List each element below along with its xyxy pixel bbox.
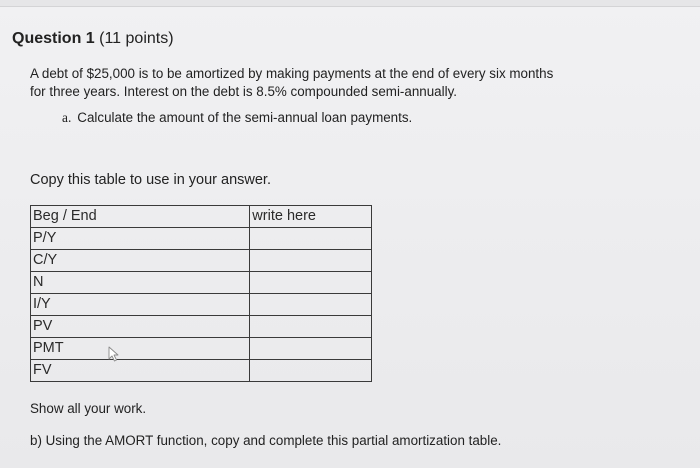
top-divider [0, 0, 700, 7]
show-work-note: Show all your work. [30, 401, 147, 416]
table-row [31, 206, 372, 228]
table-row-label: I/Y [31, 294, 250, 316]
table-row-value[interactable] [250, 228, 372, 250]
table-row [31, 338, 372, 360]
table-row-label: N [31, 272, 250, 294]
table-row-value[interactable] [250, 360, 372, 382]
table-row-value[interactable] [250, 250, 372, 272]
question-title [12, 30, 174, 48]
part-a-text: Calculate the amount of the semi-annual loan payments. [77, 110, 413, 125]
table-row-value[interactable] [250, 272, 372, 294]
table-row-value[interactable]: write here [250, 206, 372, 228]
table-row-label: C/Y [31, 250, 250, 272]
table-row-label: FV [31, 360, 250, 382]
prompt-line-2: for three years. Interest on the debt is 8.5% compounded semi-annually. [30, 84, 458, 99]
mouse-pointer-icon [108, 346, 122, 362]
copy-table-note: Copy this table to use in your answer. [30, 172, 271, 188]
table-row [31, 316, 372, 338]
table-row-label: PV [31, 316, 250, 338]
table-row-label: P/Y [31, 228, 250, 250]
table-row [31, 294, 372, 316]
answer-table [30, 205, 372, 382]
part-b: b) Using the AMORT function, copy and complete this partial amortization table. [30, 433, 502, 448]
question-prompt [30, 65, 670, 101]
question-points: (11 points) [99, 30, 174, 47]
table-row-value[interactable] [250, 294, 372, 316]
table-row [31, 272, 372, 294]
table-row [31, 228, 372, 250]
part-a [62, 110, 412, 126]
table-row [31, 250, 372, 272]
prompt-line-1: A debt of $25,000 is to be amortized by making payments at the end of every six months [30, 66, 554, 81]
table-row-value[interactable] [250, 316, 372, 338]
question-number: Question 1 [12, 30, 95, 47]
table-row-value[interactable] [250, 338, 372, 360]
table-row-label: Beg / End [31, 206, 250, 228]
table-row [31, 360, 372, 382]
table-row-label: PMT [31, 338, 250, 360]
part-a-marker: a. [62, 110, 72, 125]
